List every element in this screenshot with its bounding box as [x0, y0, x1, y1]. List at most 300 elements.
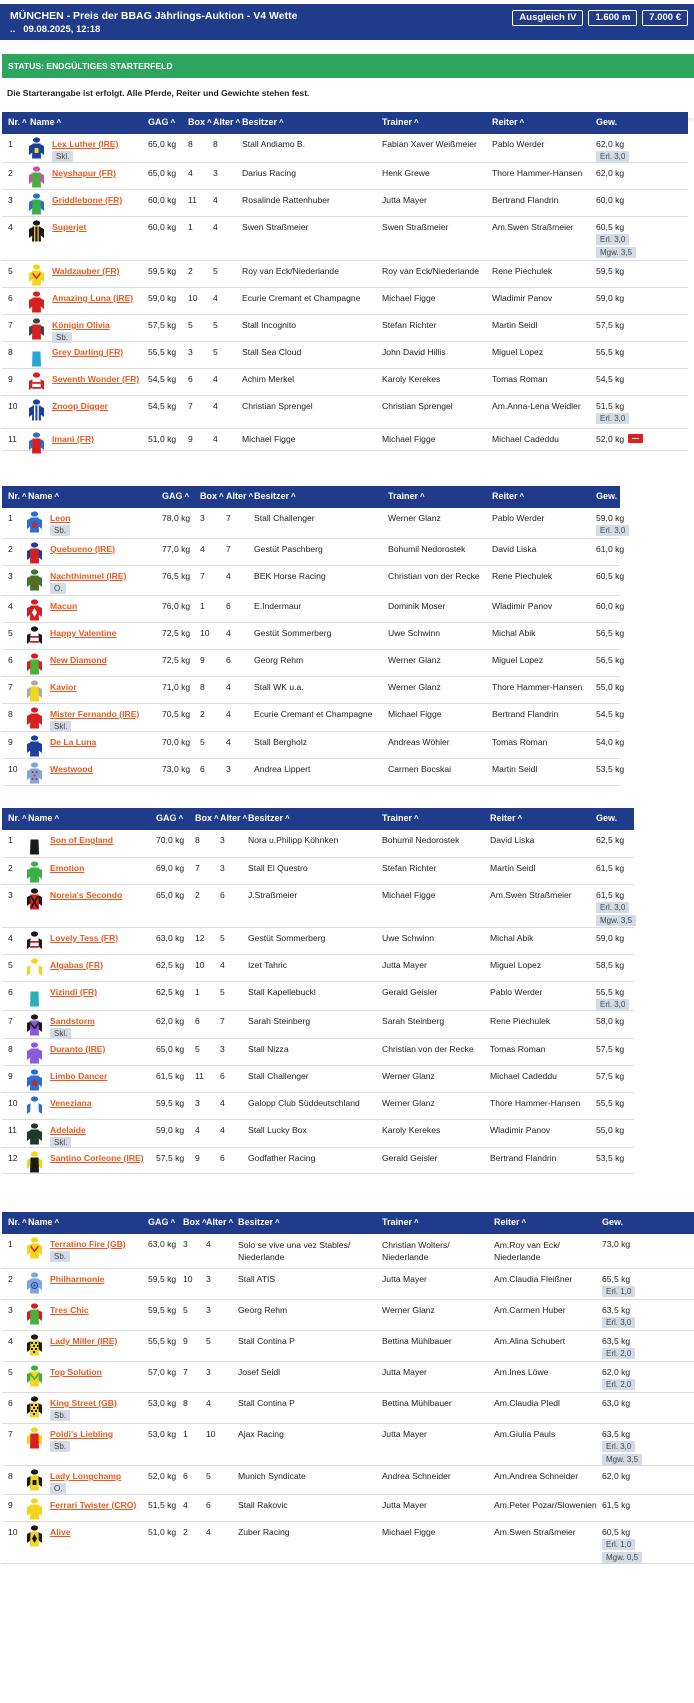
column-header-alter[interactable] [220, 813, 247, 823]
table-row [2, 539, 625, 566]
start-number: 1 [8, 513, 13, 523]
table-row [2, 732, 625, 759]
column-header-gag[interactable] [148, 117, 175, 127]
chevron-up-icon[interactable]: ^ [202, 1218, 207, 1227]
jockey-name: Am.Alina Schubert [494, 1336, 566, 1346]
trainer-name: Michael Figge [382, 434, 436, 444]
jockey-silk-icon [26, 1469, 43, 1493]
column-header-besitzer[interactable] [254, 491, 296, 501]
column-header-trainer[interactable] [382, 813, 419, 823]
jockey-silk-icon [26, 1396, 43, 1420]
jockey-name: David Liska [490, 835, 535, 845]
box-number: 12 [195, 933, 205, 943]
start-number: 1 [8, 139, 13, 149]
race-weight: 59,0 kg [596, 933, 625, 943]
column-header-label: Besitzer [248, 813, 284, 823]
column-header-box[interactable] [200, 491, 224, 501]
column-header-gew[interactable] [602, 1217, 623, 1227]
start-number: 3 [8, 195, 13, 205]
trainer-name: Christian von der Recke [382, 1044, 474, 1054]
jockey-name: Bertrand Flandrin [490, 1153, 557, 1163]
gag-weight: 65,0 kg [148, 139, 177, 149]
chevron-up-icon[interactable]: ^ [521, 1218, 527, 1227]
horse-age: 3 [206, 1305, 211, 1315]
gag-weight: 60,0 kg [148, 222, 177, 232]
gag-weight: 57,5 kg [148, 320, 177, 330]
jockey-silk-icon [26, 1151, 43, 1175]
column-header-name[interactable] [28, 1217, 59, 1227]
chevron-up-icon[interactable]: ^ [235, 118, 241, 127]
gag-weight: 72,5 kg [162, 628, 191, 638]
gag-weight: 77,0 kg [162, 544, 191, 554]
horse-age: 6 [220, 890, 225, 900]
chevron-up-icon[interactable]: ^ [414, 1218, 419, 1227]
table-header [2, 1212, 694, 1234]
owner-name: Stall Challenger [254, 513, 315, 523]
box-number: 7 [195, 863, 200, 873]
start-number: 3 [8, 890, 13, 900]
start-number: 10 [8, 764, 18, 774]
chevron-up-icon[interactable]: ^ [414, 814, 419, 823]
jockey-name: Am.Swen Straßmeier [490, 890, 572, 900]
horse-age: 5 [213, 266, 218, 276]
table-row [2, 369, 688, 396]
start-number: 8 [8, 1044, 13, 1054]
column-header-alter[interactable] [213, 117, 240, 127]
column-header-label: Reiter [492, 491, 518, 501]
column-header-name[interactable] [30, 117, 61, 127]
chevron-up-icon[interactable]: ^ [22, 118, 27, 127]
column-header-reiter[interactable] [492, 491, 524, 501]
jockey-name: David Liska [492, 544, 537, 554]
jockey-silk-icon [28, 291, 45, 315]
horse-info-badge: Sb. [52, 332, 72, 343]
jockey-silk-icon [26, 1365, 43, 1389]
horse-name-link[interactable]: De La Luna [50, 737, 97, 747]
table-row [2, 1495, 694, 1522]
horse-age: 5 [213, 347, 218, 357]
column-header-label: Reiter [492, 117, 518, 127]
race-weight: 53,5 kg [596, 1153, 625, 1163]
gag-weight: 52,0 kg [148, 1471, 177, 1481]
race-weight: 63,5 kg [602, 1336, 631, 1346]
box-number: 9 [195, 1153, 200, 1163]
jockey-name: Michal Abik [492, 628, 536, 638]
jockey-name: Wladimir Panov [492, 293, 553, 303]
jockey-name: Michael Cadeddu [492, 434, 559, 444]
horse-age: 3 [220, 863, 225, 873]
jockey-name: Miguel Lopez [490, 960, 542, 970]
jockey-silk-icon [28, 193, 45, 217]
box-number: 10 [200, 628, 210, 638]
table-row [2, 1120, 634, 1148]
chevron-up-icon[interactable]: ^ [214, 814, 219, 823]
table-row [2, 508, 626, 539]
owner-name: Stall ATIS [238, 1274, 276, 1284]
owner-name: Darius Racing [242, 168, 296, 178]
box-number: 8 [183, 1398, 188, 1408]
column-header-gew[interactable] [596, 813, 617, 823]
horse-name-link[interactable]: Seventh Wonder (FR) [52, 374, 140, 384]
start-number: 7 [8, 1429, 13, 1439]
gag-weight: 63,0 kg [156, 933, 185, 943]
race-weight: 62,0 kg [602, 1367, 631, 1377]
box-number: 1 [188, 222, 193, 232]
horse-name-link[interactable]: Leon [50, 513, 71, 523]
horse-name-link[interactable]: Lady Miller (IRE) [50, 1336, 118, 1346]
chevron-up-icon[interactable]: ^ [54, 1218, 60, 1227]
chevron-up-icon[interactable]: ^ [420, 492, 425, 501]
horse-name-link[interactable]: Westwood [50, 764, 93, 774]
horse-name-link[interactable]: Noreia's Secondo [50, 890, 123, 900]
column-header-trainer[interactable] [382, 1217, 419, 1227]
horse-name-link[interactable]: Waldzauber (FR) [52, 266, 120, 276]
jockey-name: Am.Claudia Fleißner [494, 1274, 573, 1284]
jockey-silk-icon [28, 432, 45, 456]
box-number: 5 [183, 1305, 188, 1315]
horse-name-link[interactable]: Top Solution [50, 1367, 102, 1377]
jockey-silk-icon [26, 1042, 43, 1066]
gag-weight: 51,0 kg [148, 434, 177, 444]
column-header-name[interactable] [28, 813, 59, 823]
column-header-box[interactable] [195, 813, 219, 823]
weight-allowance-badge: Erl. 3,0 [596, 151, 629, 162]
horse-age: 4 [226, 628, 231, 638]
gag-weight: 55,5 kg [148, 1336, 177, 1346]
chevron-up-icon[interactable]: ^ [22, 1218, 27, 1227]
jockey-name: Pablo Werder [492, 139, 545, 149]
chevron-up-icon[interactable]: ^ [414, 118, 419, 127]
box-number: 5 [200, 737, 205, 747]
trainer-name: Jutta Mayer [382, 1367, 427, 1377]
chevron-up-icon[interactable]: ^ [291, 492, 296, 501]
chevron-up-icon[interactable]: ^ [279, 118, 284, 127]
horse-name-link[interactable]: Duranto (IRE) [50, 1044, 106, 1054]
owner-name: Roy van Eck/Niederlande [242, 266, 339, 276]
jockey-name: Miguel Lopez [492, 655, 544, 665]
horse-name-link[interactable]: Macun [50, 601, 78, 611]
box-number: 2 [195, 890, 200, 900]
horse-name-link[interactable]: Znoop Digger [52, 401, 108, 411]
trainer-name: Michael Figge [382, 890, 436, 900]
horse-name-link[interactable]: Neyshapur (FR) [52, 168, 116, 178]
table-row [2, 1269, 694, 1300]
owner-name: Stall Rakovic [238, 1500, 288, 1510]
horse-age: 4 [220, 1098, 225, 1108]
race-weight: 73,0 kg [602, 1239, 631, 1249]
column-header-label: GAG [148, 117, 169, 127]
race-weight: 62,0 kg [596, 168, 625, 178]
horse-name-link[interactable]: Amazing Luna (IRE) [52, 293, 134, 303]
column-header-gew[interactable] [596, 491, 617, 501]
owner-name: Stall Lucky Box [248, 1125, 307, 1135]
horse-name-link[interactable]: Poldi's Liebling [50, 1429, 114, 1439]
chevron-up-icon[interactable]: ^ [178, 814, 184, 823]
jockey-silk-icon [26, 1427, 43, 1451]
chevron-up-icon[interactable]: ^ [170, 1218, 176, 1227]
trainer-name: Andrea Schneider [382, 1471, 451, 1481]
race-weight: 60,5 kg [602, 1527, 631, 1537]
column-header-box[interactable] [188, 117, 212, 127]
trainer-name: Bohumil Nedorostek [382, 835, 460, 845]
chevron-up-icon[interactable]: ^ [228, 1218, 234, 1227]
chevron-up-icon[interactable]: ^ [22, 492, 27, 501]
jockey-name: Tomas Roman [492, 737, 548, 747]
start-number: 4 [8, 933, 13, 943]
box-number: 3 [183, 1239, 188, 1249]
jockey-silk-icon [26, 985, 43, 1009]
chevron-up-icon[interactable]: ^ [219, 492, 224, 501]
trainer-name: Karoly Kerekes [382, 374, 441, 384]
horse-name-link[interactable]: Grey Darling (FR) [52, 347, 124, 357]
column-header-trainer[interactable] [382, 117, 419, 127]
horse-name-link[interactable]: Terratino Fire (GB) [50, 1239, 126, 1249]
trainer-name: Sarah Steinberg [382, 1016, 445, 1026]
start-number: 7 [8, 320, 13, 330]
starter-table [2, 486, 626, 786]
chevron-up-icon[interactable]: ^ [54, 492, 60, 501]
horse-name-link[interactable]: Santino Corleone (IRE) [50, 1153, 144, 1163]
horse-name-link[interactable]: Mister Fernando (IRE) [50, 709, 140, 719]
jockey-name: Am.Roy van Eck/ Niederlande [494, 1240, 560, 1262]
jockey-silk-icon [28, 137, 45, 161]
column-header-nr[interactable] [8, 117, 27, 127]
box-number: 3 [200, 513, 205, 523]
box-number: 11 [188, 195, 197, 205]
horse-age: 3 [206, 1274, 211, 1284]
horse-name-link[interactable]: Ferrari Twister (CRO) [50, 1500, 137, 1510]
chevron-up-icon[interactable]: ^ [184, 492, 190, 501]
horse-name-link[interactable]: Algabas (FR) [50, 960, 103, 970]
horse-age: 3 [206, 1367, 211, 1377]
chevron-up-icon[interactable]: ^ [170, 118, 176, 127]
column-header-besitzer[interactable] [242, 117, 284, 127]
race-weight: 55,5 kg [596, 1098, 625, 1108]
column-header-label: Trainer [382, 1217, 413, 1227]
horse-age: 4 [206, 1239, 211, 1249]
horse-age: 4 [213, 374, 218, 384]
gag-weight: 55,5 kg [148, 347, 177, 357]
horse-age: 10 [206, 1429, 216, 1439]
race-weight: 65,5 kg [602, 1274, 631, 1284]
table-row [2, 429, 688, 451]
trainer-name: Stefan Richter [382, 863, 437, 873]
horse-name-link[interactable]: Kavior [50, 682, 77, 692]
jockey-name: Wladimir Panov [490, 1125, 551, 1135]
column-header-gag[interactable] [156, 813, 183, 823]
column-header-label: Trainer [382, 117, 413, 127]
race-class-chip: Ausgleich IV [512, 10, 583, 26]
column-header-gew[interactable] [596, 117, 617, 127]
weight-allowance-badge: Erl. 1,0 [602, 1286, 635, 1297]
chevron-up-icon[interactable]: ^ [275, 1218, 280, 1227]
horse-name-link[interactable]: Sandstorm [50, 1016, 95, 1026]
jockey-name: Michal Abik [490, 933, 534, 943]
column-header-nr[interactable] [8, 813, 27, 823]
horse-age: 3 [220, 835, 225, 845]
jockey-silk-icon [26, 707, 43, 731]
horse-name-link[interactable]: Happy Valentine [50, 628, 117, 638]
race-distance-chip: 1.600 m [588, 10, 637, 26]
chevron-up-icon[interactable]: ^ [242, 814, 248, 823]
jockey-name: Am.Swen Straßmeier [492, 222, 574, 232]
column-header-gag[interactable] [148, 1217, 175, 1227]
trainer-name: Dominik Moser [388, 601, 446, 611]
owner-name: Georg Rehm [254, 655, 304, 665]
chevron-up-icon[interactable]: ^ [56, 118, 62, 127]
start-number: 9 [8, 737, 13, 747]
column-header-besitzer[interactable] [238, 1217, 280, 1227]
horse-name-link[interactable]: Vizindi (FR) [50, 987, 98, 997]
table-row [2, 704, 625, 732]
start-number: 1 [8, 835, 13, 845]
race-weight: 63,0 kg [602, 1398, 631, 1408]
horse-name-link[interactable]: Adelaide [50, 1125, 86, 1135]
race-weight: 56,5 kg [596, 655, 625, 665]
gag-weight: 51,5 kg [148, 1500, 177, 1510]
jockey-name: Am.Carmen Huber [494, 1305, 566, 1315]
race-weight: 54,5 kg [596, 374, 625, 384]
horse-name-link[interactable]: Lady Longchamp [50, 1471, 122, 1481]
horse-name-link[interactable]: Lex Luther (IRE) [52, 139, 119, 149]
horse-name-link[interactable]: Alive [50, 1527, 71, 1537]
column-header-trainer[interactable] [388, 491, 425, 501]
column-header-box[interactable] [183, 1217, 207, 1227]
owner-name: Galopp Club Süddeutschland [248, 1098, 360, 1108]
column-header-name[interactable] [28, 491, 59, 501]
horse-name-link[interactable]: Griddlebone (FR) [52, 195, 123, 205]
box-number: 1 [195, 987, 200, 997]
gag-weight: 60,0 kg [148, 195, 177, 205]
owner-name: Andrea Lippert [254, 764, 311, 774]
box-number: 4 [200, 544, 205, 554]
gag-weight: 71,0 kg [162, 682, 191, 692]
table-row [2, 1066, 634, 1093]
weight-allowance-badge: Erl. 1,0 [602, 1539, 635, 1550]
gag-weight: 59,5 kg [156, 1098, 185, 1108]
box-number: 9 [183, 1336, 188, 1346]
jockey-silk-icon [28, 399, 45, 423]
trainer-name: Uwe Schwinn [382, 933, 435, 943]
jockey-silk-icon [26, 569, 43, 593]
weight-allowance-badge: Mgw. 0,5 [602, 1552, 642, 1563]
column-header-nr[interactable] [8, 491, 27, 501]
jockey-silk-icon [26, 1123, 43, 1147]
owner-name: Stall Incognito [242, 320, 296, 330]
chevron-up-icon[interactable]: ^ [519, 492, 525, 501]
jockey-name: Martin Seidl [492, 320, 538, 330]
start-number: 5 [8, 960, 13, 970]
column-header-reiter[interactable] [494, 1217, 526, 1227]
box-number: 8 [195, 835, 200, 845]
gag-weight: 69,0 kg [156, 863, 185, 873]
table-row [2, 134, 688, 163]
table-row [2, 1466, 694, 1495]
horse-name-link[interactable]: Superjet [52, 222, 87, 232]
table-row [2, 596, 625, 623]
column-header-nr[interactable] [8, 1217, 27, 1227]
column-header-reiter[interactable] [490, 813, 522, 823]
horse-name-link[interactable]: Imani (FR) [52, 434, 95, 444]
horse-age: 7 [220, 1016, 225, 1026]
table-row [2, 190, 688, 217]
jockey-name: Am.Giulia Pauls [494, 1429, 556, 1439]
column-header-besitzer[interactable] [248, 813, 290, 823]
horse-name-link[interactable]: Tres Chic [50, 1305, 89, 1315]
chevron-up-icon[interactable]: ^ [519, 118, 525, 127]
horse-name-link[interactable]: New Diamond [50, 655, 107, 665]
jockey-name: Am.Andrea Schneider [494, 1471, 579, 1481]
gag-weight: 76,0 kg [162, 601, 191, 611]
table-row [2, 1011, 634, 1039]
horse-name-link[interactable]: Veneziana [50, 1098, 92, 1108]
weight-allowance-badge: Mgw. 3,5 [596, 915, 636, 926]
jockey-name: Wladimir Panov [492, 601, 553, 611]
horse-age: 4 [220, 960, 225, 970]
chevron-up-icon[interactable]: ^ [54, 814, 60, 823]
column-header-label: Alter [220, 813, 241, 823]
owner-name: BEK Horse Racing [254, 571, 326, 581]
box-number: 6 [200, 764, 205, 774]
column-header-label: Box [188, 117, 206, 127]
horse-name-link[interactable]: King Street (GB) [50, 1398, 117, 1408]
gag-weight: 70,0 kg [156, 835, 185, 845]
trainer-name: Stefan Richter [382, 320, 437, 330]
chevron-up-icon[interactable]: ^ [207, 118, 212, 127]
horse-name-link[interactable]: Emotion [50, 863, 85, 873]
column-header-alter[interactable] [206, 1217, 233, 1227]
box-number: 7 [200, 571, 205, 581]
box-number: 7 [183, 1367, 188, 1377]
horse-age: 3 [220, 1044, 225, 1054]
column-header-label: GAG [156, 813, 177, 823]
horse-name-link[interactable]: Limbo Dancer [50, 1071, 108, 1081]
horse-name-link[interactable]: Philharmonie [50, 1274, 105, 1284]
chevron-up-icon[interactable]: ^ [248, 492, 254, 501]
trainer-name: Bettina Mühlbauer [382, 1336, 452, 1346]
chevron-up-icon[interactable]: ^ [22, 814, 27, 823]
column-header-label: GAG [162, 491, 183, 501]
gag-weight: 54,5 kg [148, 401, 177, 411]
column-header-reiter[interactable] [492, 117, 524, 127]
column-header-label: Besitzer [254, 491, 290, 501]
table-row [2, 1522, 694, 1564]
trainer-name: Michael Figge [382, 1527, 436, 1537]
table-row [2, 982, 634, 1011]
column-header-alter[interactable] [226, 491, 253, 501]
column-header-label: Trainer [382, 813, 413, 823]
table-row [2, 1424, 694, 1466]
horse-name-link[interactable]: Quebueno (IRE) [50, 544, 115, 554]
horse-name-link[interactable]: Königin Olivia [52, 320, 110, 330]
owner-name: Josef Seidl [238, 1367, 281, 1377]
owner-name: Stall Sea Cloud [242, 347, 302, 357]
chevron-up-icon[interactable]: ^ [285, 814, 290, 823]
horse-name-link[interactable]: Lovely Tess (FR) [50, 933, 119, 943]
horse-name-link[interactable]: Son of England [50, 835, 114, 845]
horse-info-badge: Sb. [50, 1441, 70, 1452]
jockey-silk-icon [26, 762, 43, 786]
column-header-gag[interactable] [162, 491, 189, 501]
trainer-name: Michael Figge [382, 293, 436, 303]
table-row [2, 163, 688, 190]
race-weight: 54,5 kg [596, 709, 625, 719]
jockey-name: Tomas Roman [492, 374, 548, 384]
horse-name-link[interactable]: Nachthimmel (IRE) [50, 571, 127, 581]
chevron-up-icon[interactable]: ^ [517, 814, 523, 823]
trainer-name: Uwe Schwinn [388, 628, 441, 638]
owner-name: Sarah Steinberg [248, 1016, 311, 1026]
